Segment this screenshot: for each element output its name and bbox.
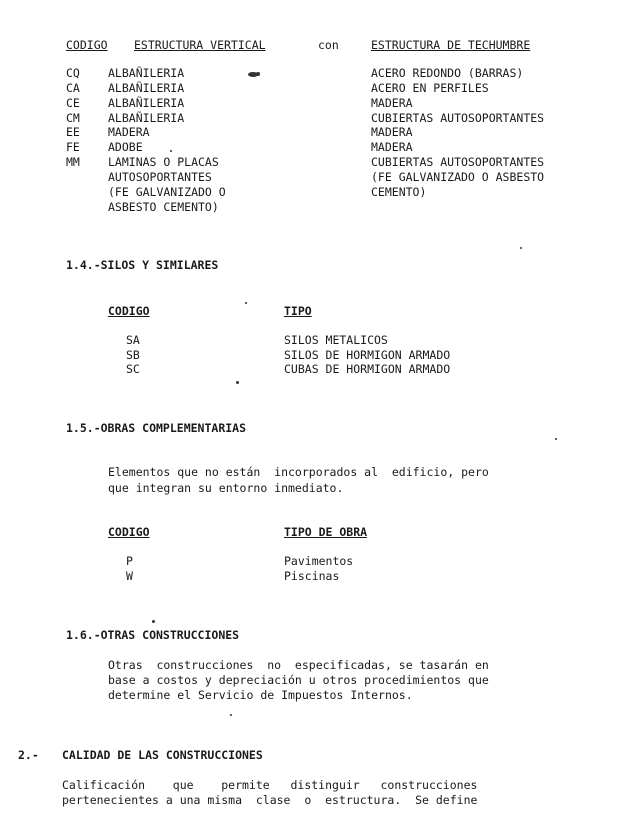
structure-vertical: ASBESTO CEMENTO) xyxy=(108,200,219,214)
section-number-calidad: 2.- xyxy=(18,748,39,762)
structure-techumbre: MADERA xyxy=(371,125,413,139)
structure-code: MM xyxy=(66,155,80,169)
structure-vertical: ALBAÑILERIA xyxy=(108,96,185,110)
obras-paragraph-line: Elementos que no están incorporados al edificio, pero xyxy=(108,465,489,479)
section-title-otras: 1.6.-OTRAS CONSTRUCCIONES xyxy=(66,628,240,642)
structure-techumbre: ACERO EN PERFILES xyxy=(371,81,489,95)
section-title-obras: 1.5.-OBRAS COMPLEMENTARIAS xyxy=(66,421,247,435)
obras-col-codigo: CODIGO xyxy=(108,525,150,539)
scan-speck xyxy=(256,72,260,76)
scan-speck xyxy=(152,620,155,623)
structure-vertical: LAMINAS O PLACAS xyxy=(108,155,219,169)
structure-techumbre: MADERA xyxy=(371,140,413,154)
structure-vertical: ALBAÑILERIA xyxy=(108,111,185,125)
otras-paragraph-line: base a costos y depreciación u otros procedimientos que xyxy=(108,673,489,687)
structure-techumbre: CUBIERTAS AUTOSOPORTANTES xyxy=(371,155,545,169)
scan-speck xyxy=(236,381,239,384)
silos-col-codigo: CODIGO xyxy=(108,304,150,318)
structure-vertical: (FE GALVANIZADO O xyxy=(108,185,226,199)
structure-vertical: ALBAÑILERIA xyxy=(108,66,185,80)
structure-code: CQ xyxy=(66,66,80,80)
structure-techumbre: (FE GALVANIZADO O ASBESTO xyxy=(371,170,545,184)
obras-paragraph-line: que integran su entorno inmediato. xyxy=(108,481,344,495)
scan-speck xyxy=(520,247,522,249)
structure-vertical: MADERA xyxy=(108,125,150,139)
header-codigo: CODIGO xyxy=(66,38,108,52)
header-estructura-vertical: ESTRUCTURA VERTICAL xyxy=(134,38,266,52)
obras-code: W xyxy=(126,569,133,583)
structure-code: CE xyxy=(66,96,80,110)
silos-tipo: SILOS METALICOS xyxy=(284,333,388,347)
structure-code: FE xyxy=(66,140,80,154)
structure-code: CM xyxy=(66,111,80,125)
structure-techumbre: ACERO REDONDO (BARRAS) xyxy=(371,66,524,80)
obras-tipo: Pavimentos xyxy=(284,554,354,568)
silos-code: SA xyxy=(126,333,140,347)
header-con: con xyxy=(318,38,339,52)
structure-techumbre: CEMENTO) xyxy=(371,185,427,199)
silos-tipo: CUBAS DE HORMIGON ARMADO xyxy=(284,362,451,376)
otras-paragraph-line: Otras construcciones no especificadas, se tasarán en xyxy=(108,658,489,672)
silos-code: SC xyxy=(126,362,140,376)
obras-tipo: Piscinas xyxy=(284,569,340,583)
scan-speck xyxy=(555,438,557,440)
scan-speck xyxy=(170,150,172,152)
calidad-paragraph-line: Calificación que permite distinguir construcciones xyxy=(62,778,478,792)
structure-code: EE xyxy=(66,125,80,139)
section-title-calidad: CALIDAD DE LAS CONSTRUCCIONES xyxy=(62,748,263,762)
structure-techumbre: MADERA xyxy=(371,96,413,110)
structure-vertical: AUTOSOPORTANTES xyxy=(108,170,212,184)
scan-speck xyxy=(245,302,247,304)
structure-vertical: ADOBE xyxy=(108,140,143,154)
silos-tipo: SILOS DE HORMIGON ARMADO xyxy=(284,348,451,362)
scan-speck xyxy=(230,714,232,716)
obras-col-tipo: TIPO DE OBRA xyxy=(284,525,368,539)
structure-vertical: ALBAÑILERIA xyxy=(108,81,185,95)
structure-code: CA xyxy=(66,81,80,95)
silos-col-tipo: TIPO xyxy=(284,304,312,318)
calidad-paragraph-line: pertenecientes a una misma clase o estructura. Se define xyxy=(62,793,478,807)
obras-code: P xyxy=(126,554,133,568)
header-estructura-techumbre: ESTRUCTURA DE TECHUMBRE xyxy=(371,38,531,52)
silos-code: SB xyxy=(126,348,140,362)
structure-techumbre: CUBIERTAS AUTOSOPORTANTES xyxy=(371,111,545,125)
otras-paragraph-line: determine el Servicio de Impuestos Internos. xyxy=(108,688,413,702)
section-title-silos: 1.4.-SILOS Y SIMILARES xyxy=(66,258,219,272)
